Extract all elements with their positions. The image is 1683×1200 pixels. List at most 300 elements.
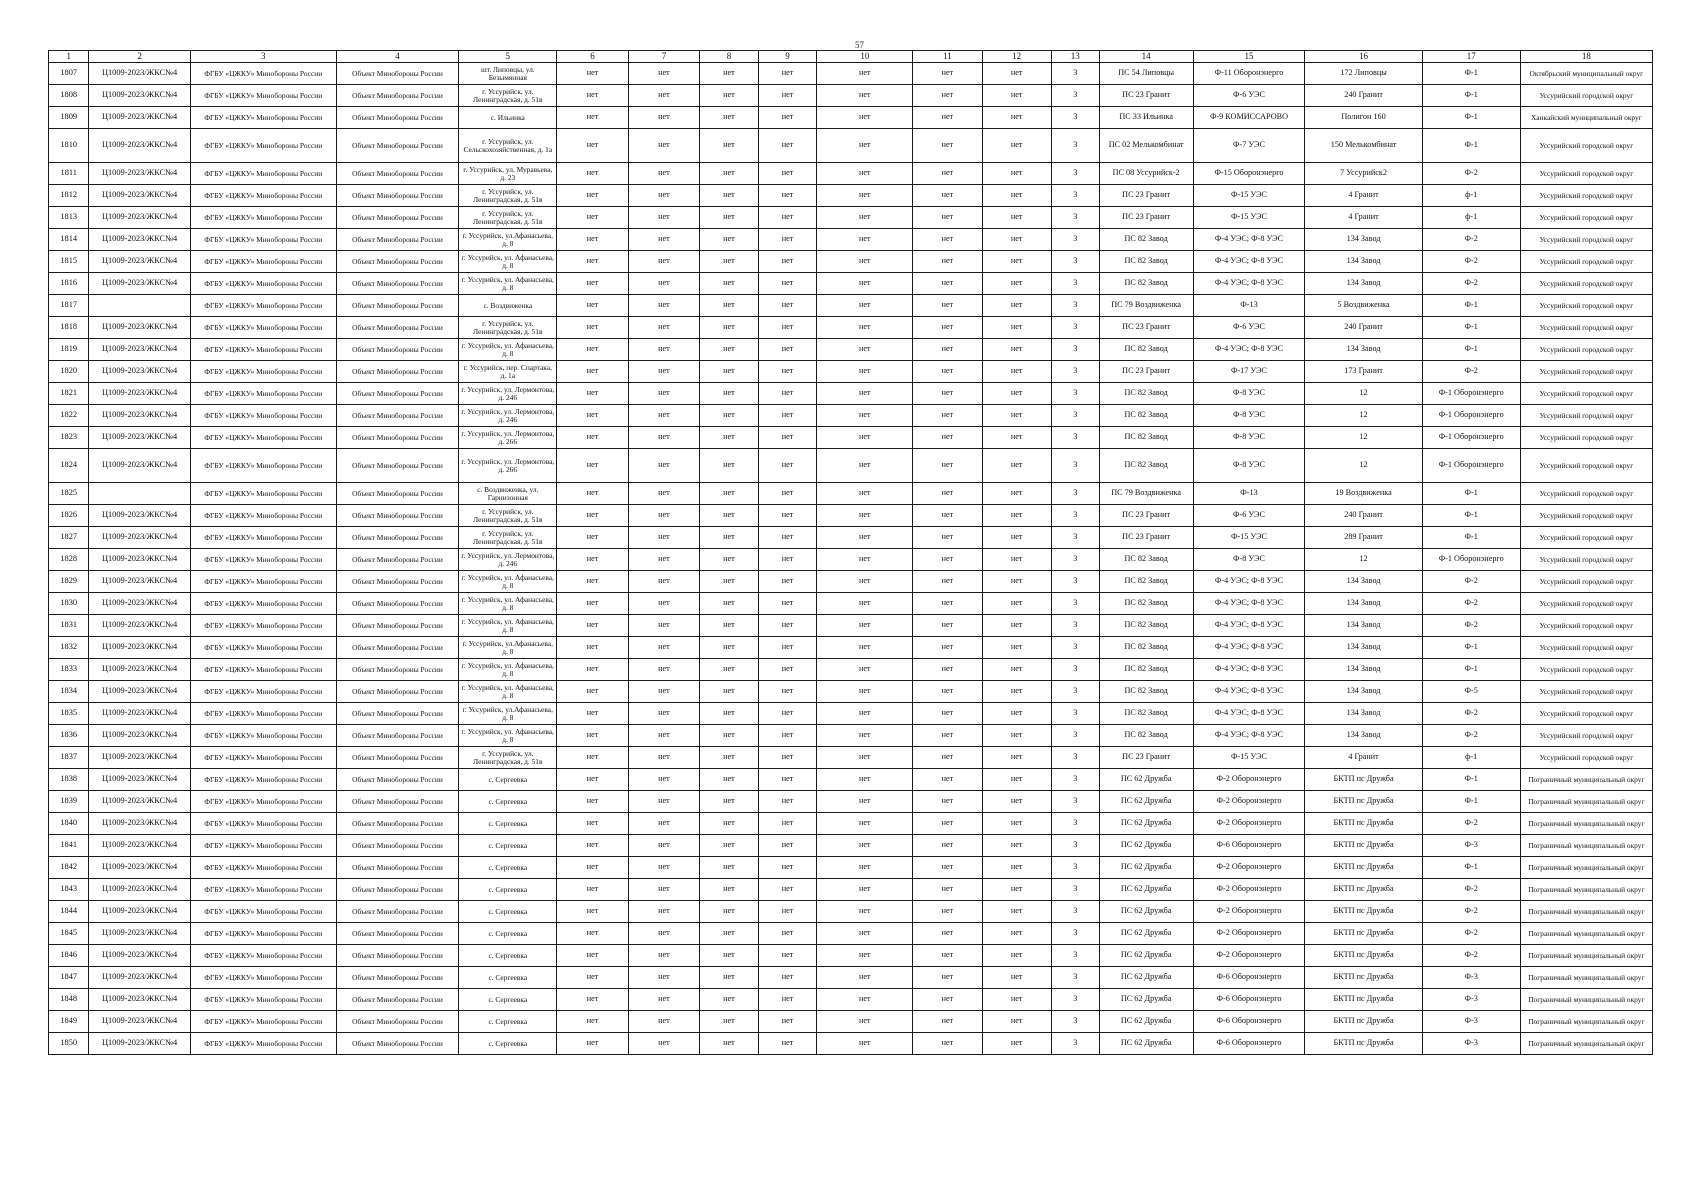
col-6-value-cell: нет bbox=[557, 879, 628, 901]
organization-cell: ФГБУ «ЦЖКУ» Минобороны России bbox=[190, 857, 336, 879]
contract-number-cell: Ц1009-2023/ЖКС№4 bbox=[89, 273, 190, 295]
transformer-station-cell: 12 bbox=[1305, 449, 1422, 483]
col-8-value-cell: нет bbox=[700, 427, 759, 449]
outgoing-line-cell: Ф-1 bbox=[1422, 527, 1520, 549]
feeder-cell: Ф-8 УЭС bbox=[1193, 405, 1305, 427]
municipality-cell: Пограничный муниципальный округ bbox=[1520, 857, 1652, 879]
col-7-value-cell: нет bbox=[628, 703, 699, 725]
col-8-value-cell: нет bbox=[700, 989, 759, 1011]
category-cell: 3 bbox=[1051, 857, 1099, 879]
col-9-value-cell: нет bbox=[758, 427, 817, 449]
substation-cell: ПС 62 Дружба bbox=[1099, 967, 1193, 989]
outgoing-line-cell: Ф-3 bbox=[1422, 967, 1520, 989]
object-type-cell: Объект Минобороны России bbox=[336, 383, 459, 405]
col-6-value-cell: нет bbox=[557, 251, 628, 273]
col-6-value-cell: нет bbox=[557, 923, 628, 945]
col-10-value-cell: нет bbox=[817, 405, 913, 427]
col-8-value-cell: нет bbox=[700, 405, 759, 427]
organization-cell: ФГБУ «ЦЖКУ» Минобороны России bbox=[190, 339, 336, 361]
object-type-cell: Объект Минобороны России bbox=[336, 295, 459, 317]
outgoing-line-cell: Ф-2 bbox=[1422, 703, 1520, 725]
outgoing-line-cell: Ф-1 bbox=[1422, 85, 1520, 107]
col-8-value-cell: нет bbox=[700, 527, 759, 549]
municipality-cell: Уссурийский городской округ bbox=[1520, 637, 1652, 659]
address-cell: с. Сергеевка bbox=[459, 967, 557, 989]
table-row bbox=[49, 725, 1653, 747]
col-6-value-cell: нет bbox=[557, 273, 628, 295]
organization-cell: ФГБУ «ЦЖКУ» Минобороны России bbox=[190, 659, 336, 681]
municipality-cell: Уссурийский городской округ bbox=[1520, 659, 1652, 681]
category-cell: 3 bbox=[1051, 405, 1099, 427]
col-11-value-cell: нет bbox=[913, 813, 982, 835]
col-11-value-cell: нет bbox=[913, 107, 982, 129]
contract-number-cell: Ц1009-2023/ЖКС№4 bbox=[89, 1011, 190, 1033]
col-7-value-cell: нет bbox=[628, 273, 699, 295]
substation-cell: ПС 82 Завод bbox=[1099, 659, 1193, 681]
feeder-cell: Ф-8 УЭС bbox=[1193, 383, 1305, 405]
col-7-value-cell: нет bbox=[628, 637, 699, 659]
row-number-cell: 1844 bbox=[49, 901, 89, 923]
col-10-value-cell: нет bbox=[817, 967, 913, 989]
col-9-value-cell: нет bbox=[758, 879, 817, 901]
transformer-station-cell: 240 Гранит bbox=[1305, 505, 1422, 527]
col-6-value-cell: нет bbox=[557, 681, 628, 703]
data-table bbox=[48, 50, 1653, 1055]
transformer-station-cell: 134 Завод bbox=[1305, 659, 1422, 681]
col-11-value-cell: нет bbox=[913, 527, 982, 549]
col-10-value-cell: нет bbox=[817, 383, 913, 405]
col-9-value-cell: нет bbox=[758, 549, 817, 571]
col-7-value-cell: нет bbox=[628, 449, 699, 483]
feeder-cell: Ф-4 УЭС; Ф-8 УЭС bbox=[1193, 681, 1305, 703]
outgoing-line-cell: Ф-1 bbox=[1422, 483, 1520, 505]
col-8-value-cell: нет bbox=[700, 835, 759, 857]
outgoing-line-cell: Ф-1 Оборонэнерго bbox=[1422, 383, 1520, 405]
col-6-value-cell: нет bbox=[557, 527, 628, 549]
row-number-cell: 1817 bbox=[49, 295, 89, 317]
address-cell: г. Уссурийск, ул. Афанасьева, д. 8 bbox=[459, 593, 557, 615]
category-cell: 3 bbox=[1051, 571, 1099, 593]
col-7-value-cell: нет bbox=[628, 129, 699, 163]
table-row bbox=[49, 703, 1653, 725]
address-cell: с. Сергеевка bbox=[459, 945, 557, 967]
municipality-cell: Пограничный муниципальный округ bbox=[1520, 879, 1652, 901]
col-12-value-cell: нет bbox=[982, 1011, 1051, 1033]
col-12-value-cell: нет bbox=[982, 1033, 1051, 1055]
row-number-cell: 1850 bbox=[49, 1033, 89, 1055]
column-header-3: 3 bbox=[190, 51, 336, 63]
object-type-cell: Объект Минобороны России bbox=[336, 1011, 459, 1033]
row-number-cell: 1834 bbox=[49, 681, 89, 703]
col-6-value-cell: нет bbox=[557, 405, 628, 427]
col-7-value-cell: нет bbox=[628, 945, 699, 967]
row-number-cell: 1831 bbox=[49, 615, 89, 637]
col-8-value-cell: нет bbox=[700, 681, 759, 703]
substation-cell: ПС 62 Дружба bbox=[1099, 835, 1193, 857]
substation-cell: ПС 82 Завод bbox=[1099, 229, 1193, 251]
col-8-value-cell: нет bbox=[700, 361, 759, 383]
col-10-value-cell: нет bbox=[817, 901, 913, 923]
col-12-value-cell: нет bbox=[982, 593, 1051, 615]
transformer-station-cell: БКТП пс Дружба bbox=[1305, 813, 1422, 835]
outgoing-line-cell: Ф-1 bbox=[1422, 63, 1520, 85]
col-11-value-cell: нет bbox=[913, 1011, 982, 1033]
col-12-value-cell: нет bbox=[982, 107, 1051, 129]
category-cell: 3 bbox=[1051, 317, 1099, 339]
municipality-cell: Уссурийский городской округ bbox=[1520, 295, 1652, 317]
col-6-value-cell: нет bbox=[557, 637, 628, 659]
col-10-value-cell: нет bbox=[817, 923, 913, 945]
object-type-cell: Объект Минобороны России bbox=[336, 107, 459, 129]
col-9-value-cell: нет bbox=[758, 449, 817, 483]
col-8-value-cell: нет bbox=[700, 107, 759, 129]
municipality-cell: Пограничный муниципальный округ bbox=[1520, 1011, 1652, 1033]
outgoing-line-cell: Ф-1 bbox=[1422, 505, 1520, 527]
object-type-cell: Объект Минобороны России bbox=[336, 273, 459, 295]
col-7-value-cell: нет bbox=[628, 813, 699, 835]
col-8-value-cell: нет bbox=[700, 185, 759, 207]
transformer-station-cell: 134 Завод bbox=[1305, 229, 1422, 251]
table-row bbox=[49, 229, 1653, 251]
col-6-value-cell: нет bbox=[557, 615, 628, 637]
col-12-value-cell: нет bbox=[982, 207, 1051, 229]
col-10-value-cell: нет bbox=[817, 1033, 913, 1055]
col-7-value-cell: нет bbox=[628, 295, 699, 317]
address-cell: г. Уссурийск, ул. Лермонтова, д. 246 bbox=[459, 405, 557, 427]
object-type-cell: Объект Минобороны России bbox=[336, 879, 459, 901]
transformer-station-cell: 134 Завод bbox=[1305, 725, 1422, 747]
outgoing-line-cell: ф-1 bbox=[1422, 185, 1520, 207]
municipality-cell: Уссурийский городской округ bbox=[1520, 549, 1652, 571]
col-10-value-cell: нет bbox=[817, 769, 913, 791]
address-cell: г. Уссурийск, ул. Афанасьева, д. 8 bbox=[459, 725, 557, 747]
col-10-value-cell: нет bbox=[817, 449, 913, 483]
table-row bbox=[49, 339, 1653, 361]
feeder-cell: Ф-2 Оборонэнерго bbox=[1193, 923, 1305, 945]
col-7-value-cell: нет bbox=[628, 835, 699, 857]
col-9-value-cell: нет bbox=[758, 659, 817, 681]
col-8-value-cell: нет bbox=[700, 813, 759, 835]
address-cell: с. Сергеевка bbox=[459, 1011, 557, 1033]
object-type-cell: Объект Минобороны России bbox=[336, 967, 459, 989]
category-cell: 3 bbox=[1051, 747, 1099, 769]
transformer-station-cell: БКТП пс Дружба bbox=[1305, 945, 1422, 967]
address-cell: г. Уссурийск, ул. Ленинградская, д. 51в bbox=[459, 527, 557, 549]
outgoing-line-cell: Ф-1 bbox=[1422, 857, 1520, 879]
col-11-value-cell: нет bbox=[913, 703, 982, 725]
col-9-value-cell: нет bbox=[758, 207, 817, 229]
table-row bbox=[49, 769, 1653, 791]
address-cell: г. Уссурийск, ул. Ленинградская, д. 51в bbox=[459, 747, 557, 769]
col-12-value-cell: нет bbox=[982, 791, 1051, 813]
transformer-station-cell: 4 Гранит bbox=[1305, 185, 1422, 207]
table-row bbox=[49, 857, 1653, 879]
address-cell: г. Уссурийск, ул.Афанасьева, д. 8 bbox=[459, 229, 557, 251]
outgoing-line-cell: Ф-1 bbox=[1422, 295, 1520, 317]
contract-number-cell: Ц1009-2023/ЖКС№4 bbox=[89, 107, 190, 129]
category-cell: 3 bbox=[1051, 339, 1099, 361]
col-12-value-cell: нет bbox=[982, 129, 1051, 163]
col-8-value-cell: нет bbox=[700, 945, 759, 967]
organization-cell: ФГБУ «ЦЖКУ» Минобороны России bbox=[190, 769, 336, 791]
substation-cell: ПС 82 Завод bbox=[1099, 615, 1193, 637]
col-6-value-cell: нет bbox=[557, 295, 628, 317]
municipality-cell: Уссурийский городской округ bbox=[1520, 85, 1652, 107]
transformer-station-cell: 12 bbox=[1305, 383, 1422, 405]
col-8-value-cell: нет bbox=[700, 703, 759, 725]
transformer-station-cell: БКТП пс Дружба bbox=[1305, 857, 1422, 879]
page-number-mark: 57 bbox=[855, 40, 864, 50]
col-10-value-cell: нет bbox=[817, 361, 913, 383]
substation-cell: ПС 82 Завод bbox=[1099, 339, 1193, 361]
col-11-value-cell: нет bbox=[913, 273, 982, 295]
substation-cell: ПС 82 Завод bbox=[1099, 681, 1193, 703]
substation-cell: ПС 82 Завод bbox=[1099, 571, 1193, 593]
transformer-station-cell: 172 Липовцы bbox=[1305, 63, 1422, 85]
feeder-cell: Ф-17 УЭС bbox=[1193, 361, 1305, 383]
municipality-cell: Уссурийский городской округ bbox=[1520, 251, 1652, 273]
organization-cell: ФГБУ «ЦЖКУ» Минобороны России bbox=[190, 571, 336, 593]
table-row bbox=[49, 107, 1653, 129]
feeder-cell: Ф-6 УЭС bbox=[1193, 85, 1305, 107]
outgoing-line-cell: Ф-2 bbox=[1422, 163, 1520, 185]
object-type-cell: Объект Минобороны России bbox=[336, 659, 459, 681]
row-number-cell: 1847 bbox=[49, 967, 89, 989]
col-9-value-cell: нет bbox=[758, 593, 817, 615]
row-number-cell: 1838 bbox=[49, 769, 89, 791]
organization-cell: ФГБУ «ЦЖКУ» Минобороны России bbox=[190, 967, 336, 989]
organization-cell: ФГБУ «ЦЖКУ» Минобороны России bbox=[190, 483, 336, 505]
col-8-value-cell: нет bbox=[700, 857, 759, 879]
organization-cell: ФГБУ «ЦЖКУ» Минобороны России bbox=[190, 317, 336, 339]
transformer-station-cell: 134 Завод bbox=[1305, 681, 1422, 703]
organization-cell: ФГБУ «ЦЖКУ» Минобороны России bbox=[190, 207, 336, 229]
object-type-cell: Объект Минобороны России bbox=[336, 129, 459, 163]
col-11-value-cell: нет bbox=[913, 659, 982, 681]
transformer-station-cell: 134 Завод bbox=[1305, 593, 1422, 615]
col-10-value-cell: нет bbox=[817, 593, 913, 615]
row-number-cell: 1816 bbox=[49, 273, 89, 295]
col-6-value-cell: нет bbox=[557, 725, 628, 747]
header-row bbox=[49, 51, 1653, 63]
col-12-value-cell: нет bbox=[982, 945, 1051, 967]
table-row bbox=[49, 835, 1653, 857]
col-6-value-cell: нет bbox=[557, 1033, 628, 1055]
outgoing-line-cell: Ф-3 bbox=[1422, 989, 1520, 1011]
table-row bbox=[49, 593, 1653, 615]
col-10-value-cell: нет bbox=[817, 339, 913, 361]
substation-cell: ПС 82 Завод bbox=[1099, 549, 1193, 571]
transformer-station-cell: 134 Завод bbox=[1305, 273, 1422, 295]
col-8-value-cell: нет bbox=[700, 85, 759, 107]
col-10-value-cell: нет bbox=[817, 229, 913, 251]
col-7-value-cell: нет bbox=[628, 571, 699, 593]
col-12-value-cell: нет bbox=[982, 769, 1051, 791]
col-10-value-cell: нет bbox=[817, 857, 913, 879]
category-cell: 3 bbox=[1051, 989, 1099, 1011]
col-6-value-cell: нет bbox=[557, 769, 628, 791]
organization-cell: ФГБУ «ЦЖКУ» Минобороны России bbox=[190, 615, 336, 637]
table-row bbox=[49, 383, 1653, 405]
feeder-cell: Ф-6 Оборонэнерго bbox=[1193, 967, 1305, 989]
col-12-value-cell: нет bbox=[982, 681, 1051, 703]
feeder-cell: Ф-8 УЭС bbox=[1193, 549, 1305, 571]
substation-cell: ПС 62 Дружба bbox=[1099, 923, 1193, 945]
col-11-value-cell: нет bbox=[913, 449, 982, 483]
col-12-value-cell: нет bbox=[982, 901, 1051, 923]
col-9-value-cell: нет bbox=[758, 989, 817, 1011]
col-10-value-cell: нет bbox=[817, 1011, 913, 1033]
feeder-cell: Ф-6 Оборонэнерго bbox=[1193, 989, 1305, 1011]
col-8-value-cell: нет bbox=[700, 593, 759, 615]
col-11-value-cell: нет bbox=[913, 383, 982, 405]
substation-cell: ПС 62 Дружба bbox=[1099, 989, 1193, 1011]
col-12-value-cell: нет bbox=[982, 63, 1051, 85]
col-7-value-cell: нет bbox=[628, 383, 699, 405]
col-6-value-cell: нет bbox=[557, 967, 628, 989]
municipality-cell: Пограничный муниципальный округ bbox=[1520, 989, 1652, 1011]
municipality-cell: Пограничный муниципальный округ bbox=[1520, 813, 1652, 835]
col-7-value-cell: нет bbox=[628, 989, 699, 1011]
object-type-cell: Объект Минобороны России bbox=[336, 571, 459, 593]
row-number-cell: 1849 bbox=[49, 1011, 89, 1033]
col-11-value-cell: нет bbox=[913, 85, 982, 107]
col-11-value-cell: нет bbox=[913, 879, 982, 901]
column-header-18: 18 bbox=[1520, 51, 1652, 63]
row-number-cell: 1807 bbox=[49, 63, 89, 85]
organization-cell: ФГБУ «ЦЖКУ» Минобороны России bbox=[190, 361, 336, 383]
address-cell: г. Уссурийск, ул. Афанасьева, д. 8 bbox=[459, 681, 557, 703]
address-cell: г. Уссурийск, ул. Афанасьева, д. 8 bbox=[459, 615, 557, 637]
col-10-value-cell: нет bbox=[817, 273, 913, 295]
municipality-cell: Уссурийский городской округ bbox=[1520, 317, 1652, 339]
contract-number-cell: Ц1009-2023/ЖКС№4 bbox=[89, 549, 190, 571]
feeder-cell: Ф-2 Оборонэнерго bbox=[1193, 945, 1305, 967]
transformer-station-cell: 5 Воздвиженка bbox=[1305, 295, 1422, 317]
object-type-cell: Объект Минобороны России bbox=[336, 703, 459, 725]
col-8-value-cell: нет bbox=[700, 207, 759, 229]
col-7-value-cell: нет bbox=[628, 923, 699, 945]
outgoing-line-cell: Ф-2 bbox=[1422, 615, 1520, 637]
substation-cell: ПС 62 Дружба bbox=[1099, 1033, 1193, 1055]
category-cell: 3 bbox=[1051, 769, 1099, 791]
col-8-value-cell: нет bbox=[700, 383, 759, 405]
contract-number-cell: Ц1009-2023/ЖКС№4 bbox=[89, 945, 190, 967]
col-8-value-cell: нет bbox=[700, 549, 759, 571]
row-number-cell: 1823 bbox=[49, 427, 89, 449]
substation-cell: ПС 79 Воздвиженка bbox=[1099, 483, 1193, 505]
municipality-cell: Пограничный муниципальный округ bbox=[1520, 1033, 1652, 1055]
category-cell: 3 bbox=[1051, 791, 1099, 813]
col-7-value-cell: нет bbox=[628, 659, 699, 681]
transformer-station-cell: 240 Гранит bbox=[1305, 85, 1422, 107]
address-cell: с. Сергеевка bbox=[459, 879, 557, 901]
organization-cell: ФГБУ «ЦЖКУ» Минобороны России bbox=[190, 185, 336, 207]
col-6-value-cell: нет bbox=[557, 857, 628, 879]
category-cell: 3 bbox=[1051, 1011, 1099, 1033]
contract-number-cell bbox=[89, 295, 190, 317]
col-12-value-cell: нет bbox=[982, 295, 1051, 317]
contract-number-cell: Ц1009-2023/ЖКС№4 bbox=[89, 703, 190, 725]
col-12-value-cell: нет bbox=[982, 361, 1051, 383]
transformer-station-cell: БКТП пс Дружба bbox=[1305, 879, 1422, 901]
transformer-station-cell: 134 Завод bbox=[1305, 703, 1422, 725]
col-9-value-cell: нет bbox=[758, 703, 817, 725]
category-cell: 3 bbox=[1051, 163, 1099, 185]
col-7-value-cell: нет bbox=[628, 549, 699, 571]
address-cell: г. Уссурийск, ул. Афанасьева, д. 8 bbox=[459, 339, 557, 361]
col-6-value-cell: нет bbox=[557, 383, 628, 405]
organization-cell: ФГБУ «ЦЖКУ» Минобороны России bbox=[190, 901, 336, 923]
col-10-value-cell: нет bbox=[817, 207, 913, 229]
outgoing-line-cell: Ф-1 bbox=[1422, 107, 1520, 129]
municipality-cell: Уссурийский городской округ bbox=[1520, 185, 1652, 207]
col-12-value-cell: нет bbox=[982, 747, 1051, 769]
col-9-value-cell: нет bbox=[758, 791, 817, 813]
column-header-8: 8 bbox=[700, 51, 759, 63]
col-9-value-cell: нет bbox=[758, 637, 817, 659]
col-10-value-cell: нет bbox=[817, 725, 913, 747]
organization-cell: ФГБУ «ЦЖКУ» Минобороны России bbox=[190, 791, 336, 813]
contract-number-cell: Ц1009-2023/ЖКС№4 bbox=[89, 339, 190, 361]
row-number-cell: 1826 bbox=[49, 505, 89, 527]
outgoing-line-cell: Ф-1 Оборонэнерго bbox=[1422, 449, 1520, 483]
table-row bbox=[49, 549, 1653, 571]
substation-cell: ПС 62 Дружба bbox=[1099, 769, 1193, 791]
col-10-value-cell: нет bbox=[817, 571, 913, 593]
col-6-value-cell: нет bbox=[557, 549, 628, 571]
substation-cell: ПС 62 Дружба bbox=[1099, 879, 1193, 901]
table-row bbox=[49, 681, 1653, 703]
substation-cell: ПС 82 Завод bbox=[1099, 449, 1193, 483]
col-9-value-cell: нет bbox=[758, 725, 817, 747]
row-number-cell: 1827 bbox=[49, 527, 89, 549]
organization-cell: ФГБУ «ЦЖКУ» Минобороны России bbox=[190, 593, 336, 615]
transformer-station-cell: 173 Гранит bbox=[1305, 361, 1422, 383]
col-8-value-cell: нет bbox=[700, 747, 759, 769]
col-8-value-cell: нет bbox=[700, 725, 759, 747]
feeder-cell: Ф-2 Оборонэнерго bbox=[1193, 879, 1305, 901]
col-12-value-cell: нет bbox=[982, 383, 1051, 405]
col-11-value-cell: нет bbox=[913, 163, 982, 185]
col-11-value-cell: нет bbox=[913, 835, 982, 857]
contract-number-cell: Ц1009-2023/ЖКС№4 bbox=[89, 129, 190, 163]
feeder-cell: Ф-4 УЭС; Ф-8 УЭС bbox=[1193, 637, 1305, 659]
row-number-cell: 1832 bbox=[49, 637, 89, 659]
feeder-cell: Ф-8 УЭС bbox=[1193, 449, 1305, 483]
col-10-value-cell: нет bbox=[817, 703, 913, 725]
outgoing-line-cell: Ф-2 bbox=[1422, 593, 1520, 615]
substation-cell: ПС 23 Гранит bbox=[1099, 361, 1193, 383]
object-type-cell: Объект Минобороны России bbox=[336, 615, 459, 637]
col-12-value-cell: нет bbox=[982, 615, 1051, 637]
column-header-14: 14 bbox=[1099, 51, 1193, 63]
municipality-cell: Уссурийский городской округ bbox=[1520, 427, 1652, 449]
feeder-cell: Ф-2 Оборонэнерго bbox=[1193, 791, 1305, 813]
col-9-value-cell: нет bbox=[758, 229, 817, 251]
address-cell: с. Сергеевка bbox=[459, 857, 557, 879]
substation-cell: ПС 82 Завод bbox=[1099, 273, 1193, 295]
substation-cell: ПС 62 Дружба bbox=[1099, 1011, 1193, 1033]
col-6-value-cell: нет bbox=[557, 427, 628, 449]
table-row bbox=[49, 483, 1653, 505]
feeder-cell: Ф-13 bbox=[1193, 483, 1305, 505]
outgoing-line-cell: Ф-1 bbox=[1422, 129, 1520, 163]
outgoing-line-cell: Ф-1 bbox=[1422, 791, 1520, 813]
municipality-cell: Пограничный муниципальный округ bbox=[1520, 835, 1652, 857]
col-9-value-cell: нет bbox=[758, 405, 817, 427]
col-11-value-cell: нет bbox=[913, 63, 982, 85]
